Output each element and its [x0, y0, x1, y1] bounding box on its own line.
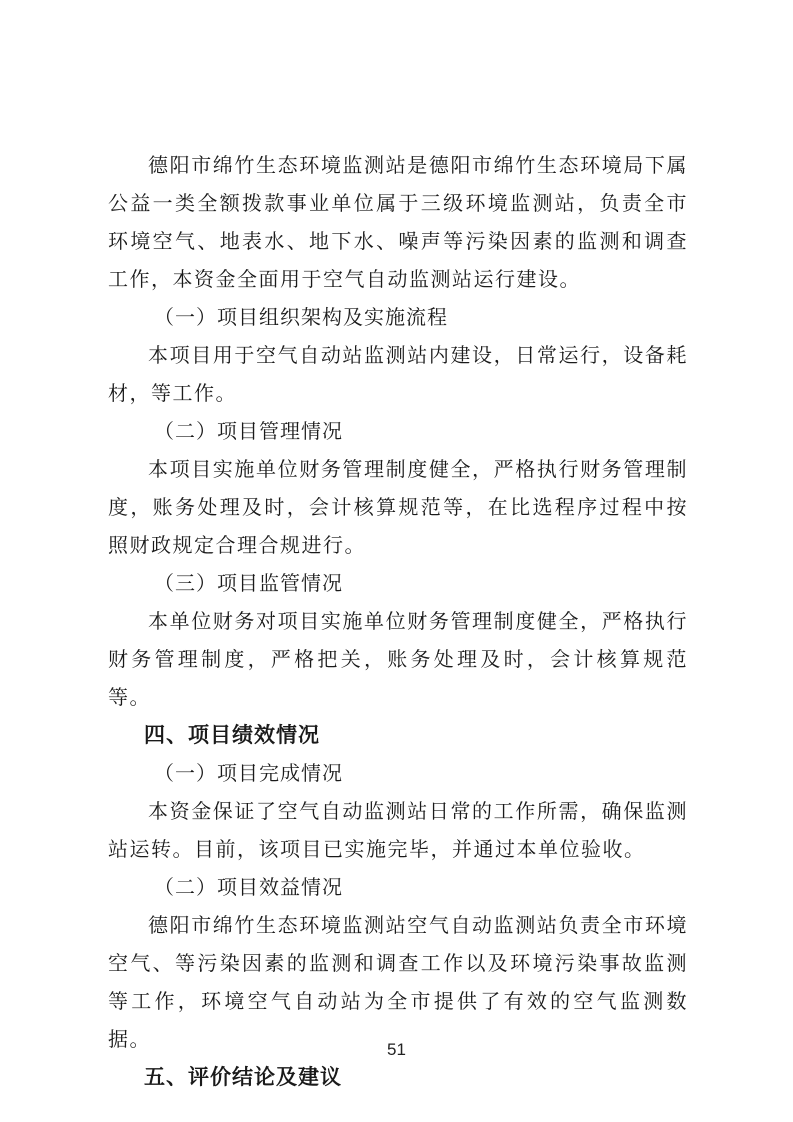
- paragraph-intro: 德阳市绵竹生态环境监测站是德阳市绵竹生态环境局下属公益一类全额拨款事业单位属于三级环境监测站，负责全市环境空气、地表水、地下水、噪声等污染因素的监测和调查工作，本资金全面用于空气自动监测站运行建设。: [108, 153, 688, 291]
- subheading-benefit: （二）项目效益情况: [154, 875, 343, 899]
- heading-conclusion: 五、评价结论及建议: [144, 1065, 342, 1089]
- paragraph-organization: 本项目用于空气自动站监测站内建设，日常运行，设备耗材，等工作。: [108, 343, 688, 405]
- subheading-supervision: （三）项目监管情况: [154, 571, 343, 595]
- page-number: 51: [387, 1040, 406, 1059]
- paragraph-supervision: 本单位财务对项目实施单位财务管理制度健全，严格执行财务管理制度，严格把关，账务处理及时，会计核算规范等。: [108, 609, 688, 709]
- subheading-completion: （一）项目完成情况: [154, 761, 343, 785]
- paragraph-completion: 本资金保证了空气自动监测站日常的工作所需，确保监测站运转。目前，该项目已实施完毕，并通过本单位验收。: [108, 799, 688, 861]
- subheading-organization: （一）项目组织架构及实施流程: [154, 305, 448, 329]
- document-body: [108, 146, 688, 1096]
- subheading-management: （二）项目管理情况: [154, 419, 343, 443]
- paragraph-management: 本项目实施单位财务管理制度健全，严格执行财务管理制度，账务处理及时，会计核算规范等，在比选程序过程中按照财政规定合理合规进行。: [108, 457, 688, 557]
- paragraph-benefit: 德阳市绵竹生态环境监测站空气自动监测站负责全市环境空气、等污染因素的监测和调查工作以及环境污染事故监测等工作，环境空气自动站为全市提供了有效的空气监测数据。: [108, 913, 688, 1051]
- heading-performance: 四、项目绩效情况: [144, 723, 320, 747]
